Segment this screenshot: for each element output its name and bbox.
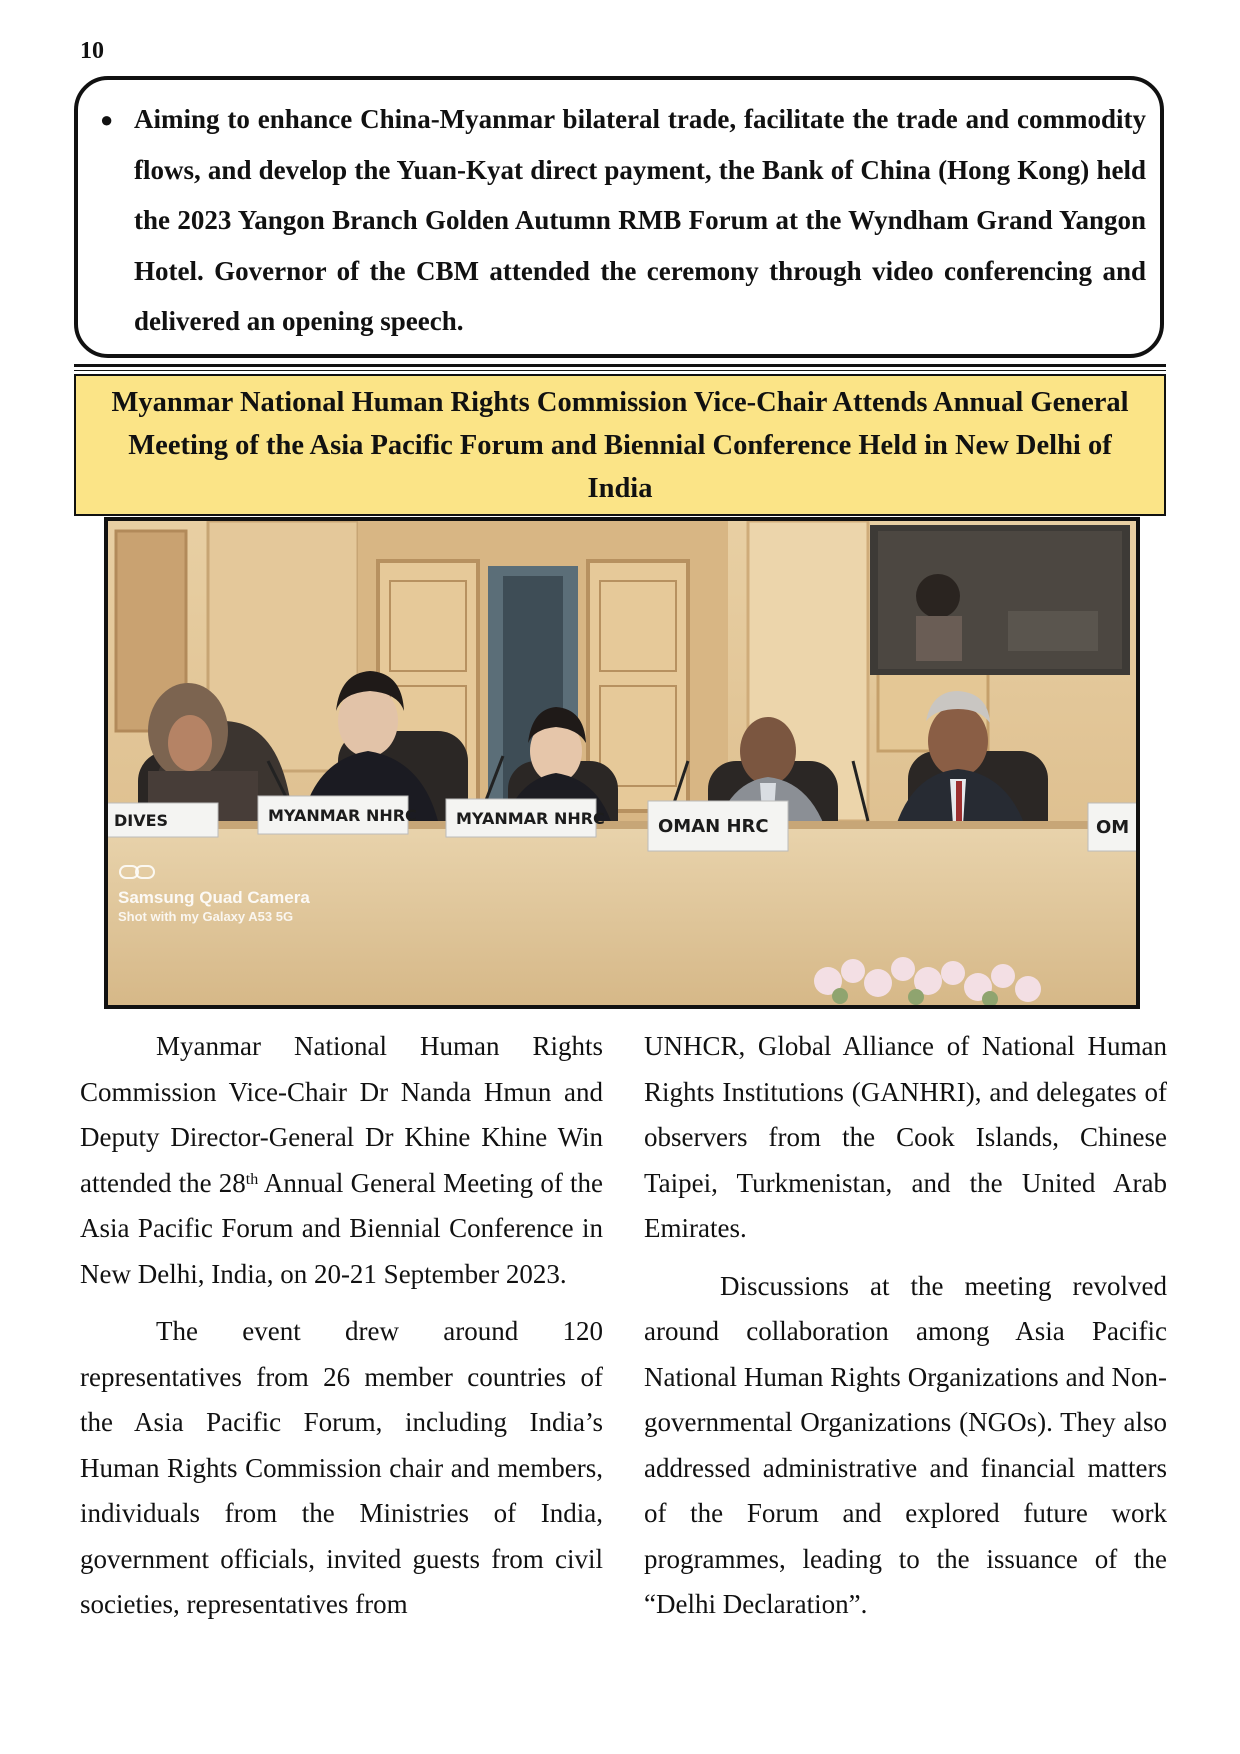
meeting-photo (104, 517, 1140, 1009)
article-paragraph-3: Discussions at the meeting revolved around collaboration among Asia Pacific National Human Rights Organizations and Non-governmental Organizations (NGOs). They also addressed administrative and financial matters of the Forum and explored future work programmes, leading to the issuance of the “Delhi Declaration”. (644, 1270, 1167, 1619)
bullet-item-text: Aiming to enhance China-Myanmar bilateral trade, facilitate the trade and commodity flows, and develop the Yuan-Kyat direct payment, the Bank of China (Hong Kong) held the 2023 Yangon Branch Golden Autumn RMB Forum at the Wyndham Grand Yangon Hotel. Governor of the CBM attended the ceremony through video conferencing and delivered an opening speech. (134, 104, 1146, 336)
nameplate-oman: OMAN HRC (658, 816, 769, 837)
nameplate-om: OM (1096, 817, 1130, 838)
headline-banner (74, 374, 1166, 516)
page-number: 10 (80, 38, 104, 64)
watermark-line-1: Samsung Quad Camera (118, 888, 310, 907)
article-paragraph-1: Myanmar National Human Rights Commission Vice-Chair Dr Nanda Hmun and Deputy Director-General Dr Khine Khine Win attended the 28th Annual General Meeting of the Asia Pacific Forum and Biennial Conference in New Delhi, India, on 20-21 September 2023. (80, 1031, 603, 1289)
bullet-icon: ● (100, 107, 114, 132)
article-column-left (80, 1024, 603, 1640)
article-column-right (644, 1024, 1167, 1640)
nameplate-dives: DIVES (114, 811, 169, 830)
divider-thick (74, 364, 1166, 367)
bullet-box (74, 76, 1164, 358)
nameplate-myanmar-2: MYANMAR NHRC (456, 809, 605, 828)
article-paragraph-2-continued: UNHCR, Global Alliance of National Human Rights Institutions (GANHRI), and delegates of observers from the Cook Islands, Chinese Taipei, Turkmenistan, and the United Arab Emirates. (644, 1031, 1167, 1243)
watermark-line-2: Shot with my Galaxy A53 5G (118, 909, 294, 924)
nameplate-myanmar-1: MYANMAR NHRC (268, 806, 417, 825)
article-headline: Myanmar National Human Rights Commission Vice-Chair Attends Annual General Meeting of the Asia Pacific Forum and Biennial Conference Held in New Delhi of India (111, 386, 1129, 504)
article-paragraph-2: The event drew around 120 representatives from 26 member countries of the Asia Pacific Forum, including India’s Human Rights Commission chair and members, individuals from the Ministries of India, government officials, invited guests from civil societies, representatives from (80, 1316, 603, 1619)
divider-thin (74, 370, 1166, 371)
